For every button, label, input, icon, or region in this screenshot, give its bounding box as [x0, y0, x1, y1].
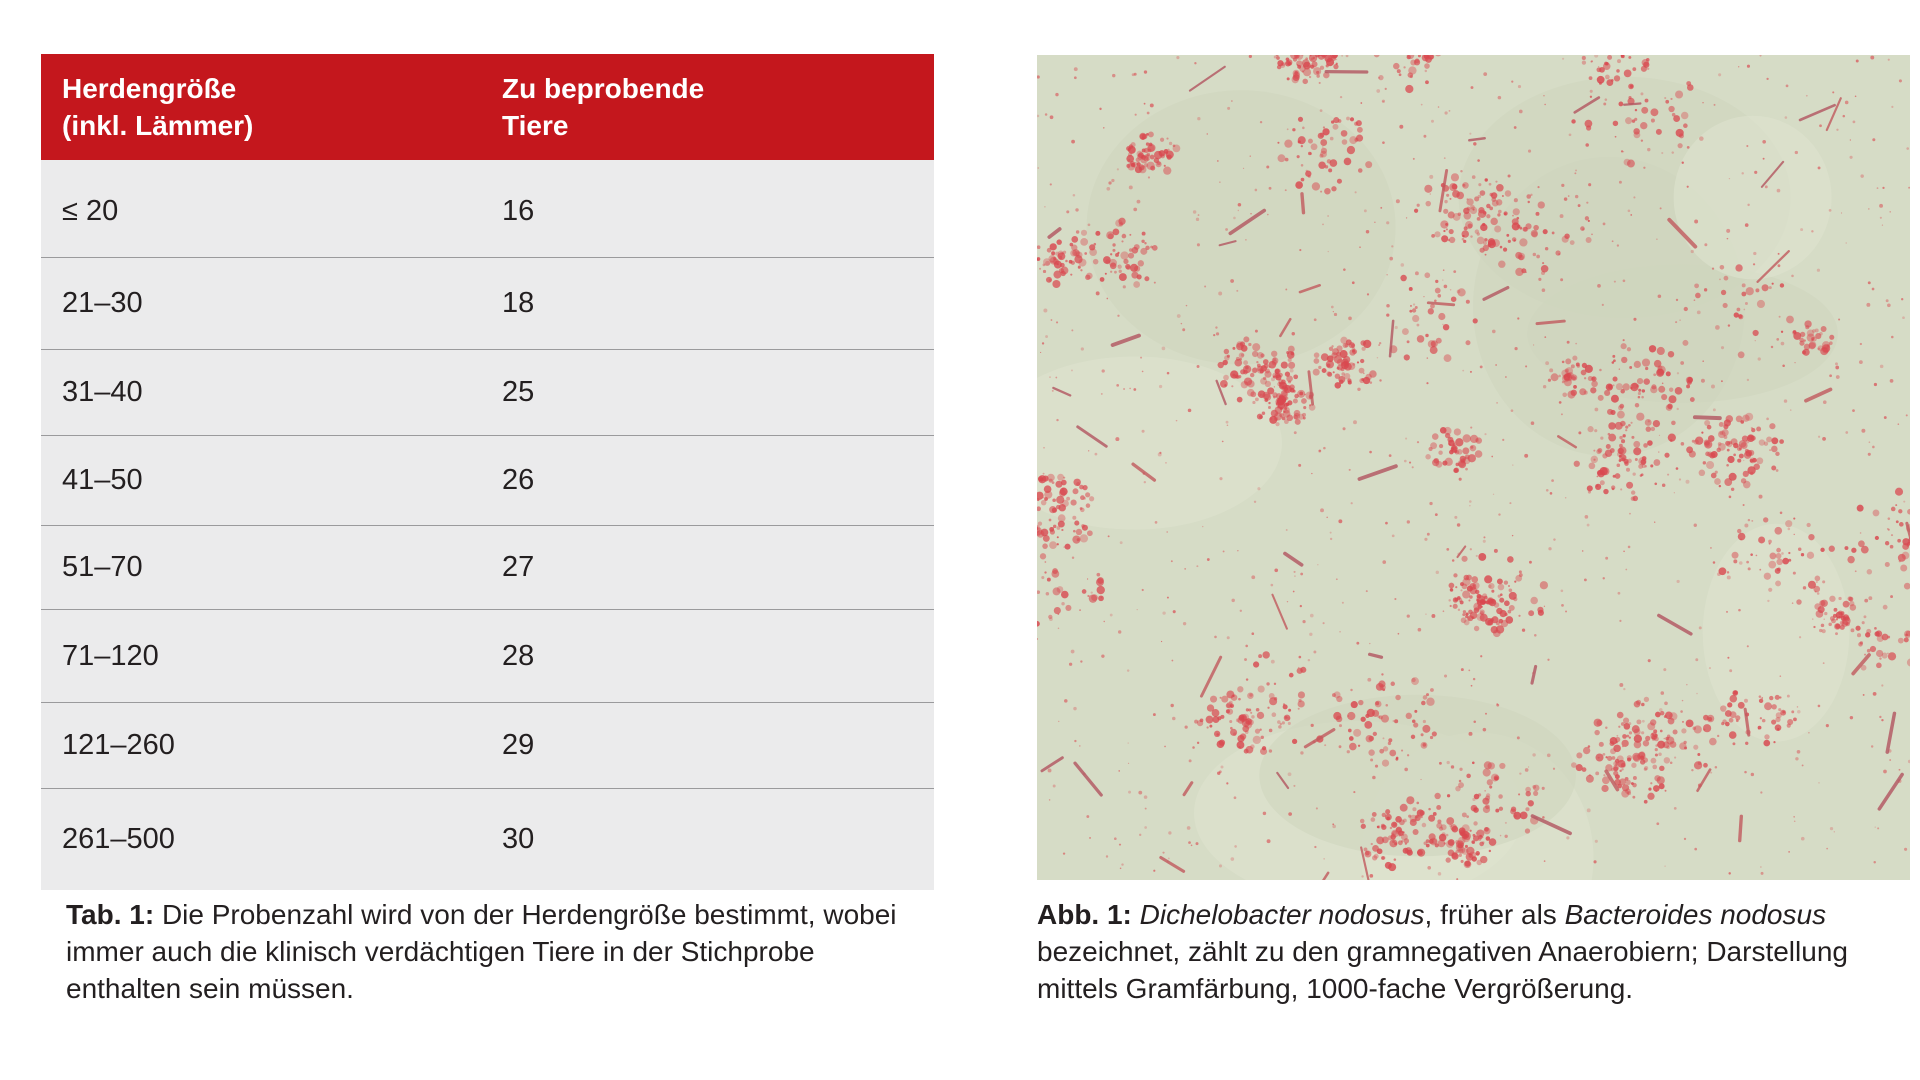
table-caption — [66, 896, 946, 1007]
figure-caption-old-name: Bacteroides nodosus — [1564, 899, 1827, 930]
header-herd-size-line2: (inkl. Lämmer) — [62, 110, 254, 141]
herd-size-cell: 51–70 — [62, 551, 143, 583]
micrograph-image — [1037, 55, 1910, 880]
figure-caption-label: Abb. 1: — [1037, 899, 1132, 930]
table-header — [41, 54, 934, 160]
sample-count-cell: 25 — [502, 376, 535, 408]
table-row — [41, 349, 934, 435]
table-caption-line3: enthalten sein müssen. — [66, 973, 354, 1004]
herd-size-cell: 121–260 — [62, 729, 175, 761]
table-caption-label: Tab. 1: — [66, 899, 155, 930]
figure-caption-line3: mittels Gramfärbung, 1000-fache Vergrößerung. — [1037, 973, 1634, 1004]
sample-size-table — [41, 54, 934, 890]
figure-caption-mid: , früher als — [1424, 899, 1565, 930]
sample-count-cell: 29 — [502, 729, 535, 761]
table-row — [41, 525, 934, 609]
table-row — [41, 788, 934, 890]
table-row — [41, 257, 934, 349]
sample-count-cell: 27 — [502, 551, 535, 583]
sample-count-cell: 18 — [502, 287, 535, 319]
table-caption-text: Die Probenzahl wird von der Herdengröße bestimmt, wobei — [161, 899, 897, 930]
table-caption-line2: immer auch die klinisch verdächtigen Tiere in der Stichprobe — [66, 936, 815, 967]
sample-count-cell: 30 — [502, 823, 535, 855]
herd-size-cell: 31–40 — [62, 376, 143, 408]
herd-size-cell: 261–500 — [62, 823, 175, 855]
sample-count-cell: 28 — [502, 639, 535, 672]
table-row — [41, 702, 934, 788]
table-row — [41, 609, 934, 702]
herd-size-cell: 21–30 — [62, 287, 143, 319]
header-sample-count-line1: Zu beprobende — [502, 73, 705, 104]
table-row — [41, 160, 934, 257]
figure-caption-species: Dichelobacter nodosus — [1139, 899, 1425, 930]
sample-count-cell: 26 — [502, 464, 535, 496]
figure-caption — [1037, 896, 1917, 1007]
herd-size-cell: 41–50 — [62, 464, 143, 496]
header-herd-size-line1: Herdengröße — [62, 73, 237, 104]
header-sample-count — [502, 70, 934, 144]
gram-stain-micrograph — [1037, 55, 1910, 880]
table-body — [41, 160, 934, 890]
header-herd-size — [41, 70, 502, 144]
herd-size-cell: 71–120 — [62, 639, 159, 672]
sample-count-cell: 16 — [502, 195, 535, 227]
header-sample-count-line2: Tiere — [502, 110, 569, 141]
figure-caption-line2: bezeichnet, zählt zu den gramnegativen Anaerobiern; Darstellung — [1037, 936, 1848, 967]
herd-size-cell: ≤ 20 — [62, 195, 119, 227]
table-row — [41, 435, 934, 525]
